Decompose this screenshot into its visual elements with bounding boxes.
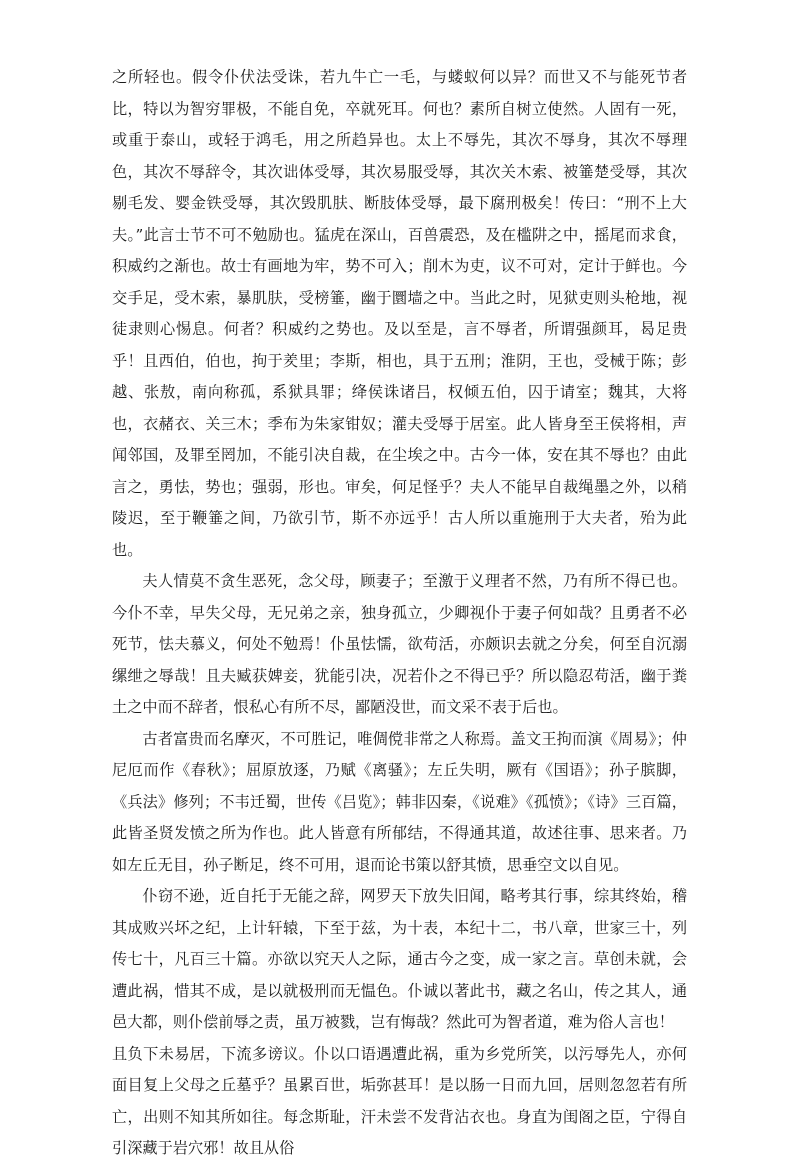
paragraph-2: 夫人情莫不贪生恶死，念父母，顾妻子；至激于义理者不然，乃有所不得已也。今仆不幸，早失父母，无兄弟之亲，独身孤立，少卿视仆于妻子何如哉？且勇者不必死节，怯夫慕义，何处不勉焉！仆虽怯懦，欲苟活，亦颇识去就之分矣，何至自沉溺缧绁之辱哉！且夫臧获婢妾，犹能引决，况若仆之不得已乎？所以隐忍苟活，幽于粪土之中而不辞者，恨私心有所不尽，鄙陋没世，而文采不表于后也。 xyxy=(112,572,687,716)
document-page xyxy=(112,62,687,1165)
paragraph-1: 之所轻也。假令仆伏法受诛，若九牛亡一毛，与蝼蚁何以异？而世又不与能死节者比，特以为智穷罪极，不能自免，卒就死耳。何也？素所自树立使然。人固有一死，或重于泰山，或轻于鸿毛，用之所趋异也。太上不辱先，其次不辱身，其次不辱理色，其次不辱辞令，其次诎体受辱，其次易服受辱，其次关木索、被箠楚受辱，其次剔毛发、婴金铁受辱，其次毁肌肤、断肢体受辱，最下腐刑极矣！传曰：“刑不上大夫。”此言士节不可不勉励也。猛虎在深山，百兽震恐，及在槛阱之中，摇尾而求食，积威约之渐也。故士有画地为牢，势不可入；削木为吏，议不可对，定计于鲜也。今交手足，受木索，暴肌肤，受榜箠，幽于圜墙之中。当此之时，见狱吏则头枪地，视徒隶则心惕息。何者？积威约之势也。及以至是，言不辱者，所谓强颜耳，曷足贵乎！且西伯，伯也，拘于羑里；李斯，相也，具于五刑；淮阴，王也，受械于陈；彭越、张敖，南向称孤，系狱具罪；绛侯诛诸吕，权倾五伯，囚于请室；魏其，大将也，衣赭衣、关三木；季布为朱家钳奴；灌夫受辱于居室。此人皆身至王侯将相，声闻邻国，及罪至罔加，不能引决自裁，在尘埃之中。古今一体，安在其不辱也？由此言之，勇怯，势也；强弱，形也。审矣，何足怪乎？夫人不能早自裁绳墨之外，以稍陵迟，至于鞭箠之间，乃欲引节，斯不亦远乎！古人所以重施刑于大夫者，殆为此也。 xyxy=(112,68,687,559)
paragraph-3: 古者富贵而名摩灭，不可胜记，唯倜傥非常之人称焉。盖文王拘而演《周易》；仲尼厄而作《春秋》；屈原放逐，乃赋《离骚》；左丘失明，厥有《国语》；孙子膑脚，《兵法》修列；不韦迁蜀，世传《吕览》；韩非囚秦，《说难》《孤愤》；《诗》三百篇，此皆圣贤发愤之所为作也。此人皆意有所郁结，不得通其道，故述往事、思来者。乃如左丘无目，孙子断足，终不可用，退而论书策以舒其愤，思垂空文以自见。 xyxy=(112,729,687,874)
paragraph-4: 仆窃不逊，近自托于无能之辞，网罗天下放失旧闻，略考其行事，综其终始，稽其成败兴坏之纪，上计轩辕，下至于兹，为十表，本纪十二，书八章，世家三十，列传七十，凡百三十篇。亦欲以究天人之际，通古今之变，成一家之言。草创未就，会遭此祸，惜其不成，是以就极刑而无愠色。仆诚以著此书，藏之名山，传之其人，通邑大都，则仆偿前辱之责，虽万被戮，岂有悔哉？然此可为智者道，难为俗人言也！ xyxy=(112,887,687,1031)
paragraph-5: 且负下未易居，下流多谤议。仆以口语遇遭此祸，重为乡党所笑，以污辱先人，亦何面目复上父母之丘墓乎？虽累百世，垢弥甚耳！是以肠一日而九回，居则忽忽若有所亡，出则不知其所如往。每念斯耻，汗未尝不发背沾衣也。身直为闺阁之臣，宁得自引深藏于岩穴邪！故且从俗 xyxy=(112,1044,687,1157)
